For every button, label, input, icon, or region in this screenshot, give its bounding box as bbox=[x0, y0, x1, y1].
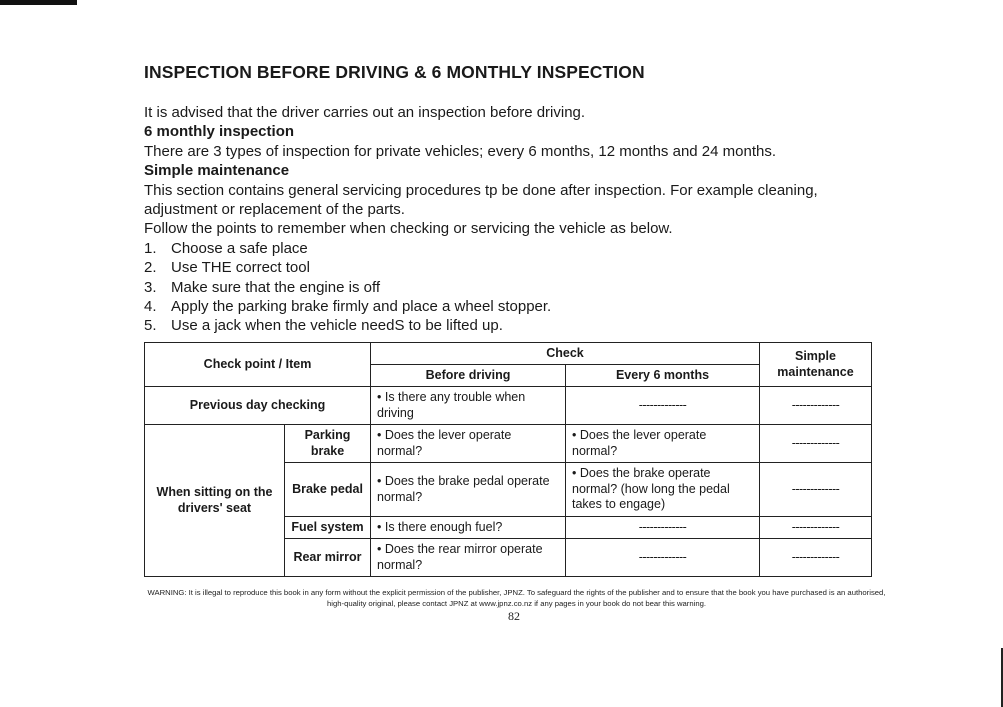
copyright-warning: WARNING: It is illegal to reproduce this book in any form without the explicit permission of the publisher, JPNZ. To safeguard the rights of the publisher and to ensure that the book you have purchased is an authorised, high-quality original, please contact JPNZ at www.jpnz.co.nz if any pages in your book do not bear this warning. bbox=[147, 588, 886, 608]
list-item bbox=[144, 239, 874, 258]
item-rear-mirror: Rear mirror bbox=[285, 539, 371, 577]
list-item bbox=[144, 258, 874, 277]
body-text bbox=[144, 103, 874, 336]
previous-day-every6: ------------- bbox=[566, 387, 760, 425]
step-number: 4. bbox=[144, 298, 157, 316]
steps-list bbox=[144, 239, 874, 336]
step-number: 3. bbox=[144, 278, 157, 296]
rear-mirror-simple: ------------- bbox=[760, 539, 872, 577]
parking-brake-every6: • Does the lever operate normal? bbox=[566, 425, 760, 463]
rear-mirror-before: • Does the rear mirror operate normal? bbox=[371, 539, 566, 577]
table-row bbox=[145, 425, 872, 463]
step-text: Use THE correct tool bbox=[171, 259, 310, 277]
parking-brake-before: • Does the lever operate normal? bbox=[371, 425, 566, 463]
intro-paragraph: It is advised that the driver carries out an inspection before driving. bbox=[144, 104, 586, 121]
table-row bbox=[145, 387, 872, 425]
list-item bbox=[144, 297, 874, 316]
previous-day-before: • Is there any trouble when driving bbox=[371, 387, 566, 425]
brake-pedal-every6: • Does the brake operate normal? (how long the pedal takes to engage) bbox=[566, 463, 760, 517]
header-check: Check bbox=[371, 343, 760, 365]
sitting-label: When sitting on the drivers' seat bbox=[145, 425, 285, 577]
step-text: Make sure that the engine is off bbox=[171, 278, 381, 296]
header-simple-maintenance: Simple maintenance bbox=[760, 343, 872, 387]
page-title: INSPECTION BEFORE DRIVING & 6 MONTHLY INSPECTION bbox=[144, 62, 645, 82]
step-number: 2. bbox=[144, 259, 157, 277]
step-number: 5. bbox=[144, 317, 157, 335]
monthly-paragraph: There are 3 types of inspection for private vehicles; every 6 months, 12 months and 24 months. bbox=[144, 142, 776, 160]
item-brake-pedal: Brake pedal bbox=[285, 463, 371, 517]
item-fuel-system: Fuel system bbox=[285, 517, 371, 539]
step-number: 1. bbox=[144, 239, 157, 257]
fuel-system-simple: ------------- bbox=[760, 517, 872, 539]
monthly-heading: 6 monthly inspection bbox=[144, 123, 295, 141]
scan-corner-mark bbox=[0, 0, 77, 5]
fuel-system-every6: ------------- bbox=[566, 517, 760, 539]
fuel-system-before: • Is there enough fuel? bbox=[371, 517, 566, 539]
table-header-row bbox=[145, 343, 872, 365]
step-text: Choose a safe place bbox=[171, 239, 308, 257]
header-every-6-months: Every 6 months bbox=[566, 365, 760, 387]
parking-brake-simple: ------------- bbox=[760, 425, 872, 463]
simple-maintenance-paragraph: This section contains general servicing procedures tp be done after inspection. For example cleaning, adjustment or replacement of the parts. bbox=[144, 181, 818, 219]
list-item bbox=[144, 316, 874, 335]
brake-pedal-before: • Does the brake pedal operate normal? bbox=[371, 463, 566, 517]
simple-maintenance-heading: Simple maintenance bbox=[144, 162, 290, 180]
item-parking-brake: Parking brake bbox=[285, 425, 371, 463]
step-text: Use a jack when the vehicle needS to be lifted up. bbox=[171, 317, 503, 335]
brake-pedal-simple: ------------- bbox=[760, 463, 872, 517]
previous-day-simple: ------------- bbox=[760, 387, 872, 425]
previous-day-label: Previous day checking bbox=[145, 387, 371, 425]
header-before-driving: Before driving bbox=[371, 365, 566, 387]
list-item bbox=[144, 278, 874, 297]
header-checkpoint: Check point / Item bbox=[145, 343, 371, 387]
inspection-table bbox=[144, 342, 872, 577]
step-text: Apply the parking brake firmly and place a wheel stopper. bbox=[171, 298, 552, 316]
rear-mirror-every6: ------------- bbox=[566, 539, 760, 577]
page-number: 82 bbox=[508, 609, 520, 623]
follow-paragraph: Follow the points to remember when checking or servicing the vehicle as below. bbox=[144, 220, 673, 238]
